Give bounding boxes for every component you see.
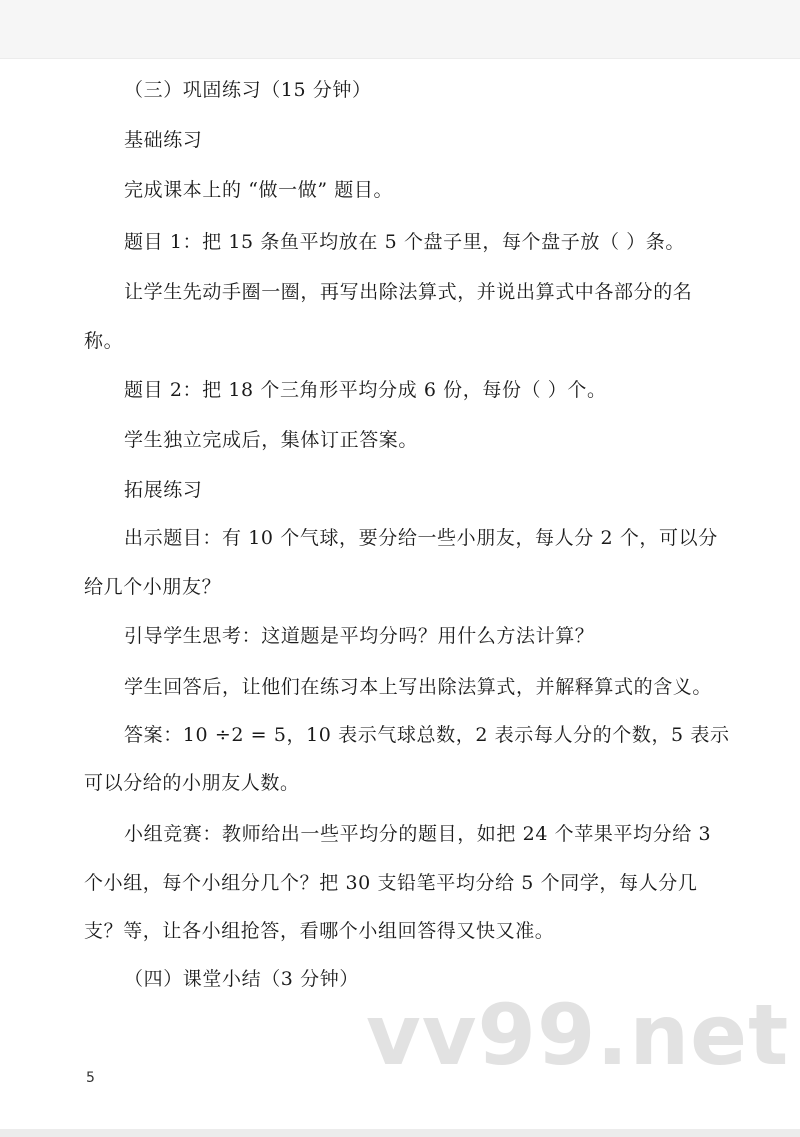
paragraph-line: 称。 [84,330,124,352]
section-heading-summary: （四）课堂小结（3 分钟） [124,968,359,990]
paragraph-line: 完成课本上的 “做一做” 题目。 [124,179,394,201]
answer-line: 答案：10 ÷2 = 5，10 表示气球总数，2 表示每人分的个数，5 表示 [124,724,730,746]
page-bottom-band [0,1129,800,1137]
watermark: vv99.net [366,986,790,1084]
paragraph-line: 支？等，让各小组抢答，看哪个小组回答得又快又准。 [84,920,555,942]
paragraph-line: 小组竞赛：教师给出一些平均分的题目，如把 24 个苹果平均分给 3 [124,823,712,845]
paragraph-line: 给几个小朋友？ [84,576,222,598]
subheading-basic-practice: 基础练习 [124,129,203,151]
paragraph-line: 可以分给的小朋友人数。 [84,772,300,794]
paragraph-line: 学生独立完成后，集体订正答案。 [124,429,419,451]
page-top-band [0,0,800,59]
section-heading-consolidation: （三）巩固练习（15 分钟） [124,79,372,101]
subheading-extended-practice: 拓展练习 [124,479,203,501]
paragraph-line: 引导学生思考：这道题是平均分吗？用什么方法计算？ [124,625,595,647]
paragraph-line: 让学生先动手圈一圈，再写出除法算式，并说出算式中各部分的名 [124,281,693,303]
question-2: 题目 2：把 18 个三角形平均分成 6 份，每份（ ）个。 [124,379,607,401]
paragraph-line: 学生回答后，让他们在练习本上写出除法算式，并解释算式的含义。 [124,676,713,698]
page-number: 5 [86,1070,95,1086]
question-1: 题目 1：把 15 条鱼平均放在 5 个盘子里，每个盘子放（ ）条。 [124,231,685,253]
paragraph-line: 出示题目：有 10 个气球，要分给一些小朋友，每人分 2 个，可以分 [124,527,718,549]
paragraph-line: 个小组，每个小组分几个？把 30 支铅笔平均分给 5 个同学，每人分几 [84,872,698,894]
